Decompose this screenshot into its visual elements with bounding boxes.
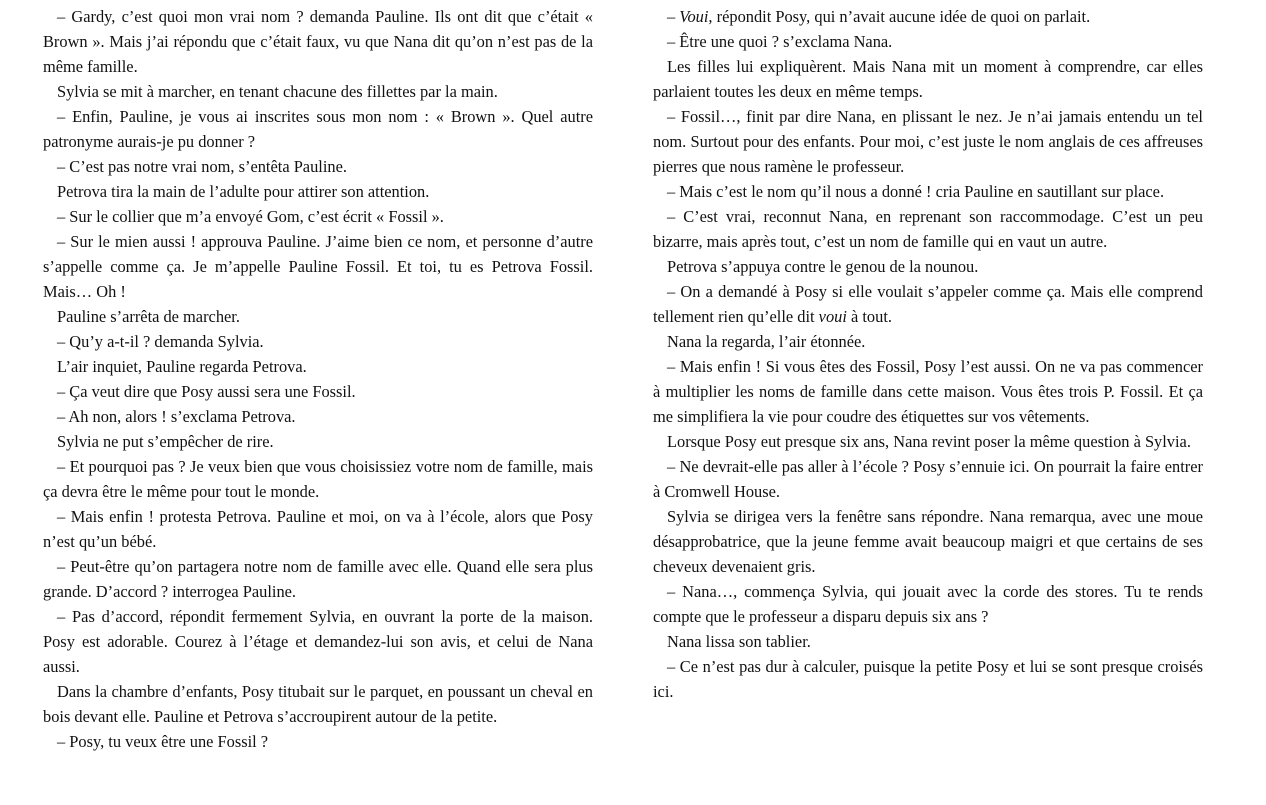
paragraph: Sylvia se mit à marcher, en tenant chacune des fillettes par la main. — [57, 82, 498, 101]
paragraph: – Mais c’est le nom qu’il nous a donné ! cria Pauline en sautillant sur place. — [667, 182, 1165, 201]
paragraph: Lorsque Posy eut presque six ans, Nana revint poser la même question à Sylvia. — [667, 432, 1191, 451]
paragraph: Dans la chambre d’enfants, Posy titubait sur le parquet, en poussant un cheval en bois devant elle. Pauline et Petrova s’accroupirent autour de la petite. — [43, 682, 593, 726]
paragraph: – Mais enfin ! protesta Petrova. Pauline et moi, on va à l’école, alors que Posy n’est qu’un bébé. — [43, 507, 593, 551]
paragraph — [653, 279, 1203, 329]
paragraph: – Qu’y a-t-il ? demanda Sylvia. — [57, 332, 264, 351]
paragraph-text: – On a demandé à Posy si elle voulait s’appeler comme ça. Mais elle comprend tellement rien qu’elle dit — [653, 282, 1203, 326]
paragraph: – Ah non, alors ! s’exclama Petrova. — [57, 407, 296, 426]
paragraph — [653, 4, 1203, 29]
paragraph-text: à tout. — [846, 307, 892, 326]
paragraph: L’air inquiet, Pauline regarda Petrova. — [57, 357, 307, 376]
paragraph: Nana lissa son tablier. — [667, 632, 811, 651]
paragraph: Les filles lui expliquèrent. Mais Nana mit un moment à comprendre, car elles parlaient toutes les deux en même temps. — [653, 57, 1203, 101]
paragraph: Sylvia ne put s’empêcher de rire. — [57, 432, 274, 451]
paragraph: Sylvia se dirigea vers la fenêtre sans répondre. Nana remarqua, avec une moue désapprobatrice, que la jeune femme avait beaucoup maigri et que certains de ses cheveux devenaient gris. — [653, 507, 1203, 576]
paragraph: – Sur le collier que m’a envoyé Gom, c’est écrit « Fossil ». — [57, 207, 444, 226]
paragraph: – C’est vrai, reconnut Nana, en reprenant son raccommodage. C’est un peu bizarre, mais après tout, c’est un nom de famille qui en vaut un autre. — [653, 207, 1203, 251]
paragraph: – Fossil…, finit par dire Nana, en plissant le nez. Je n’ai jamais entendu un tel nom. Surtout pour des enfants. Pour moi, c’est juste le nom anglais de ces affreuses pierres que nous ramène le professeur. — [653, 107, 1203, 176]
paragraph: Pauline s’arrêta de marcher. — [57, 307, 240, 326]
paragraph: – C’est pas notre vrai nom, s’entêta Pauline. — [57, 157, 347, 176]
paragraph: – Ce n’est pas dur à calculer, puisque la petite Posy et lui se sont presque croisés ici. — [653, 657, 1203, 701]
paragraph: – Posy, tu veux être une Fossil ? — [57, 732, 269, 751]
paragraph: – Ne devrait-elle pas aller à l’école ? Posy s’ennuie ici. On pourrait la faire entrer à Cromwell House. — [653, 457, 1203, 501]
paragraph: – Nana…, commença Sylvia, qui jouait avec la corde des stores. Tu te rends compte que le professeur a disparu depuis six ans ? — [653, 582, 1203, 626]
left-page-column — [43, 4, 593, 754]
paragraph: – Être une quoi ? s’exclama Nana. — [667, 32, 893, 51]
paragraph: – Enfin, Pauline, je vous ai inscrites sous mon nom : « Brown ». Quel autre patronyme aurais-je pu donner ? — [43, 107, 593, 151]
paragraph: Petrova s’appuya contre le genou de la nounou. — [667, 257, 979, 276]
paragraph: – Mais enfin ! Si vous êtes des Fossil, Posy l’est aussi. On ne va pas commencer à multiplier les noms de famille dans cette maison. Vous êtes trois P. Fossil. Et ça me simplifiera la vie pour coudre des étiquettes sur vos vêtements. — [653, 357, 1203, 426]
paragraph: – Pas d’accord, répondit fermement Sylvia, en ouvrant la porte de la maison. Posy est adorable. Courez à l’étage et demandez-lui son avis, et celui de Nana aussi. — [43, 607, 593, 676]
dialogue-dash: – — [667, 7, 680, 26]
italic-word: Voui, — [679, 7, 713, 26]
paragraph-text: répondit Posy, qui n’avait aucune idée de quoi on parlait. — [712, 7, 1091, 26]
paragraph: – Peut-être qu’on partagera notre nom de famille avec elle. Quand elle sera plus grande. D’accord ? interrogea Pauline. — [43, 557, 593, 601]
paragraph: Petrova tira la main de l’adulte pour attirer son attention. — [57, 182, 430, 201]
paragraph: – Gardy, c’est quoi mon vrai nom ? demanda Pauline. Ils ont dit que c’était « Brown ». Mais j’ai répondu que c’était faux, vu que Nana dit qu’on n’est pas de la même famille. — [43, 7, 593, 76]
paragraph: Nana la regarda, l’air étonnée. — [667, 332, 866, 351]
paragraph: – Et pourquoi pas ? Je veux bien que vous choisissiez votre nom de famille, mais ça devra être le même pour tout le monde. — [43, 457, 593, 501]
italic-word: voui — [818, 307, 847, 326]
paragraph: – Sur le mien aussi ! approuva Pauline. J’aime bien ce nom, et personne d’autre s’appelle comme ça. Je m’appelle Pauline Fossil. Et toi, tu es Petrova Fossil. Mais… Oh ! — [43, 232, 593, 301]
paragraph: – Ça veut dire que Posy aussi sera une Fossil. — [57, 382, 356, 401]
right-page-column — [653, 4, 1203, 704]
